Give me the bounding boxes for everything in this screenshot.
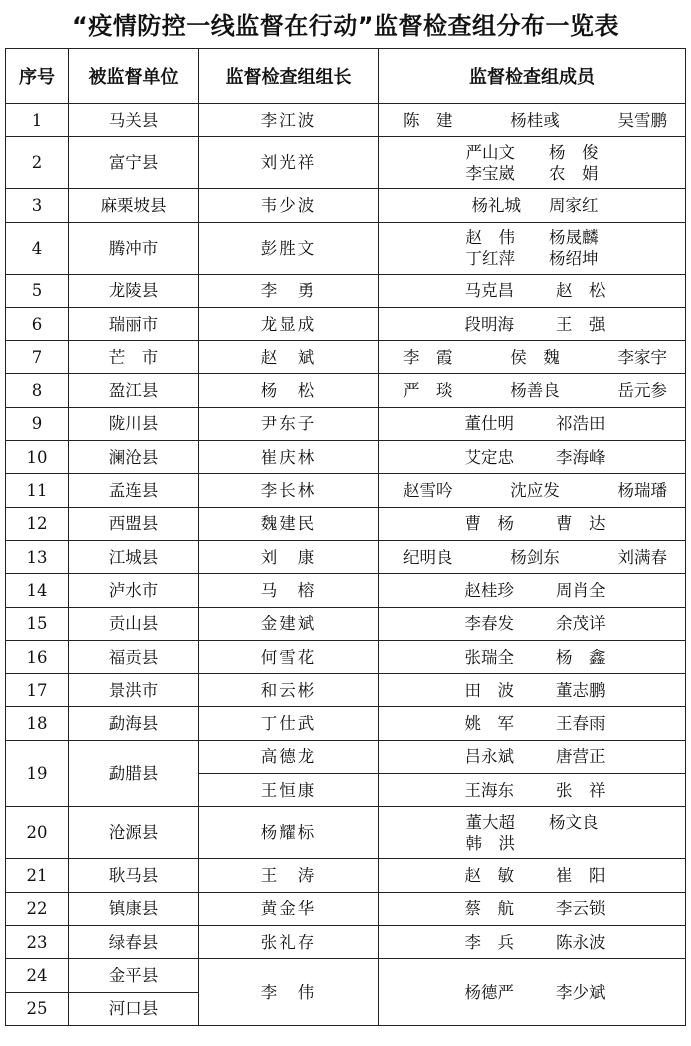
header-no: 序号 (6, 49, 69, 104)
row-no: 6 (6, 307, 69, 340)
row-unit: 沧源县 (69, 807, 199, 859)
member: 岳元参 (617, 381, 667, 401)
row-leader: 王恒康 (199, 774, 379, 807)
member: 李少斌 (556, 982, 606, 1002)
row-members (379, 607, 686, 640)
row-no: 22 (6, 892, 69, 925)
member: 刘满春 (617, 547, 667, 567)
member: 祁浩田 (556, 414, 606, 434)
row-no: 9 (6, 407, 69, 440)
table-row (6, 959, 686, 992)
row-leader: 黄金华 (199, 892, 379, 925)
row-members (379, 274, 686, 307)
row-members (379, 774, 686, 807)
row-leader: 丁仕武 (199, 707, 379, 740)
row-no: 5 (6, 274, 69, 307)
row-no: 11 (6, 474, 69, 507)
member: 杨绍坤 (549, 249, 599, 269)
row-leader: 杨耀标 (199, 807, 379, 859)
member: 张 祥 (556, 780, 606, 800)
member: 蔡 航 (464, 899, 514, 919)
member: 杨善良 (510, 381, 560, 401)
member: 杨桂彧 (510, 110, 560, 130)
member: 李云锁 (556, 899, 606, 919)
table-row (6, 307, 686, 340)
table-row (6, 474, 686, 507)
table-row (6, 859, 686, 892)
member: 赵 敏 (464, 865, 514, 885)
row-unit: 西盟县 (69, 507, 199, 540)
row-leader: 彭胜文 (199, 222, 379, 274)
row-members (379, 474, 686, 507)
member: 杨 俊 (549, 142, 599, 162)
member: 周家红 (549, 195, 599, 215)
member: 王 强 (556, 314, 606, 334)
member: 赵桂珍 (464, 580, 514, 600)
member: 董志鹏 (556, 680, 606, 700)
row-unit: 耿马县 (69, 859, 199, 892)
member: 李 霞 (403, 347, 453, 367)
row-no: 21 (6, 859, 69, 892)
member: 王春雨 (556, 714, 606, 734)
row-unit: 福贡县 (69, 640, 199, 673)
table-row (6, 341, 686, 374)
table-row (6, 925, 686, 958)
row-leader: 李长林 (199, 474, 379, 507)
row-members (379, 189, 686, 222)
row-unit: 腾冲市 (69, 222, 199, 274)
header-leader: 监督检查组组长 (199, 49, 379, 104)
row-members (379, 341, 686, 374)
member: 杨德严 (464, 982, 514, 1002)
row-no: 10 (6, 441, 69, 474)
row-unit: 澜沧县 (69, 441, 199, 474)
row-unit: 陇川县 (69, 407, 199, 440)
row-no: 2 (6, 137, 69, 189)
member: 赵 松 (556, 281, 606, 301)
table-row (6, 607, 686, 640)
table-row (6, 189, 686, 222)
row-leader: 刘光祥 (199, 137, 379, 189)
row-no: 4 (6, 222, 69, 274)
member: 曹 杨 (464, 514, 514, 534)
row-leader: 何雪花 (199, 640, 379, 673)
row-unit: 盈江县 (69, 374, 199, 407)
member: 杨 鑫 (556, 647, 606, 667)
row-leader: 崔庆林 (199, 441, 379, 474)
member: 董仕明 (464, 414, 514, 434)
row-leader: 李江波 (199, 104, 379, 137)
member: 侯 魏 (510, 347, 560, 367)
row-leader: 尹东子 (199, 407, 379, 440)
row-unit: 景洪市 (69, 674, 199, 707)
member: 曹 达 (556, 514, 606, 534)
member: 杨剑东 (510, 547, 560, 567)
member: 崔 阳 (556, 865, 606, 885)
member: 杨文良 (549, 812, 599, 832)
row-no: 14 (6, 574, 69, 607)
row-members (379, 407, 686, 440)
row-no: 16 (6, 640, 69, 673)
row-no: 12 (6, 507, 69, 540)
row-no: 20 (6, 807, 69, 859)
row-leader: 金建斌 (199, 607, 379, 640)
table-row (6, 740, 686, 773)
row-members (379, 892, 686, 925)
member: 李海峰 (556, 447, 606, 467)
row-members (379, 374, 686, 407)
member: 李春发 (464, 614, 514, 634)
row-unit: 麻栗坡县 (69, 189, 199, 222)
member: 唐营正 (556, 747, 606, 767)
table-row (6, 674, 686, 707)
row-members (379, 441, 686, 474)
row-no: 13 (6, 540, 69, 573)
row-leader: 李 勇 (199, 274, 379, 307)
member: 严山文 (465, 142, 515, 162)
member: 周肖全 (556, 580, 606, 600)
row-no: 15 (6, 607, 69, 640)
row-members (379, 925, 686, 958)
row-leader: 马 榕 (199, 574, 379, 607)
row-unit: 瑞丽市 (69, 307, 199, 340)
member: 姚 军 (464, 714, 514, 734)
table-row (6, 707, 686, 740)
row-members (379, 959, 686, 1026)
row-unit: 绿春县 (69, 925, 199, 958)
table-header-row (6, 49, 686, 104)
row-leader: 刘 康 (199, 540, 379, 573)
row-members (379, 807, 686, 859)
row-unit: 镇康县 (69, 892, 199, 925)
row-unit: 富宁县 (69, 137, 199, 189)
table-row (6, 574, 686, 607)
row-no: 1 (6, 104, 69, 137)
member: 李家宇 (617, 347, 667, 367)
member: 农 娟 (549, 163, 599, 183)
row-members (379, 707, 686, 740)
member: 段明海 (464, 314, 514, 334)
row-no: 23 (6, 925, 69, 958)
row-unit: 江城县 (69, 540, 199, 573)
header-unit: 被监督单位 (69, 49, 199, 104)
member: 马克昌 (464, 281, 514, 301)
row-no: 25 (6, 992, 69, 1025)
table-row (6, 640, 686, 673)
member: 余茂详 (556, 614, 606, 634)
member: 严 琰 (403, 381, 453, 401)
row-unit: 孟连县 (69, 474, 199, 507)
member: 陈 建 (403, 110, 453, 130)
table-row (6, 137, 686, 189)
member: 吴雪鹏 (617, 110, 667, 130)
member: 纪明良 (403, 547, 453, 567)
member: 王海东 (464, 780, 514, 800)
table-row (6, 104, 686, 137)
row-members (379, 137, 686, 189)
member: 李宝崴 (465, 163, 515, 183)
member: 杨礼城 (471, 195, 521, 215)
row-members (379, 674, 686, 707)
member: 董大超 (465, 812, 515, 832)
row-unit: 金平县 (69, 959, 199, 992)
member: 吕永斌 (464, 747, 514, 767)
row-no: 18 (6, 707, 69, 740)
row-leader: 杨 松 (199, 374, 379, 407)
row-no: 7 (6, 341, 69, 374)
member: 沈应发 (510, 481, 560, 501)
member: 赵 伟 (465, 228, 515, 248)
row-no: 3 (6, 189, 69, 222)
row-members (379, 507, 686, 540)
row-no: 8 (6, 374, 69, 407)
row-leader: 魏建民 (199, 507, 379, 540)
row-leader: 李 伟 (199, 959, 379, 1026)
table-row (6, 807, 686, 859)
member: 张瑞全 (464, 647, 514, 667)
member: 杨晟麟 (549, 228, 599, 248)
table-row (6, 374, 686, 407)
row-no: 24 (6, 959, 69, 992)
row-members (379, 104, 686, 137)
member: 艾定忠 (464, 447, 514, 467)
row-unit: 芒 市 (69, 341, 199, 374)
page-title: “疫情防控一线监督在行动”监督检查组分布一览表 (71, 12, 620, 40)
row-members (379, 222, 686, 274)
row-unit: 贡山县 (69, 607, 199, 640)
table-row (6, 507, 686, 540)
row-members (379, 574, 686, 607)
header-members: 监督检查组成员 (379, 49, 686, 104)
row-unit: 龙陵县 (69, 274, 199, 307)
member: 田 波 (464, 680, 514, 700)
row-members (379, 307, 686, 340)
member: 丁红萍 (465, 249, 515, 269)
row-unit: 勐海县 (69, 707, 199, 740)
member: 李 兵 (464, 932, 514, 952)
table-row (6, 222, 686, 274)
member: 陈永波 (556, 932, 606, 952)
table-row (6, 540, 686, 573)
row-leader: 张礼存 (199, 925, 379, 958)
row-no: 17 (6, 674, 69, 707)
row-unit: 勐腊县 (69, 740, 199, 807)
row-leader: 韦少波 (199, 189, 379, 222)
row-members (379, 740, 686, 773)
table-row (6, 407, 686, 440)
row-members (379, 859, 686, 892)
row-leader: 赵 斌 (199, 341, 379, 374)
row-leader: 和云彬 (199, 674, 379, 707)
row-members (379, 640, 686, 673)
table-row (6, 274, 686, 307)
inspection-group-table (5, 48, 686, 1026)
row-no: 19 (6, 740, 69, 807)
row-unit: 河口县 (69, 992, 199, 1025)
table-row (6, 892, 686, 925)
member: 杨瑞璠 (617, 481, 667, 501)
row-leader: 龙显成 (199, 307, 379, 340)
row-leader: 王 涛 (199, 859, 379, 892)
row-unit: 泸水市 (69, 574, 199, 607)
member: 赵雪吟 (403, 481, 453, 501)
member: 韩 洪 (465, 833, 515, 853)
table-row (6, 441, 686, 474)
row-unit: 马关县 (69, 104, 199, 137)
row-members (379, 540, 686, 573)
row-leader: 高德龙 (199, 740, 379, 773)
